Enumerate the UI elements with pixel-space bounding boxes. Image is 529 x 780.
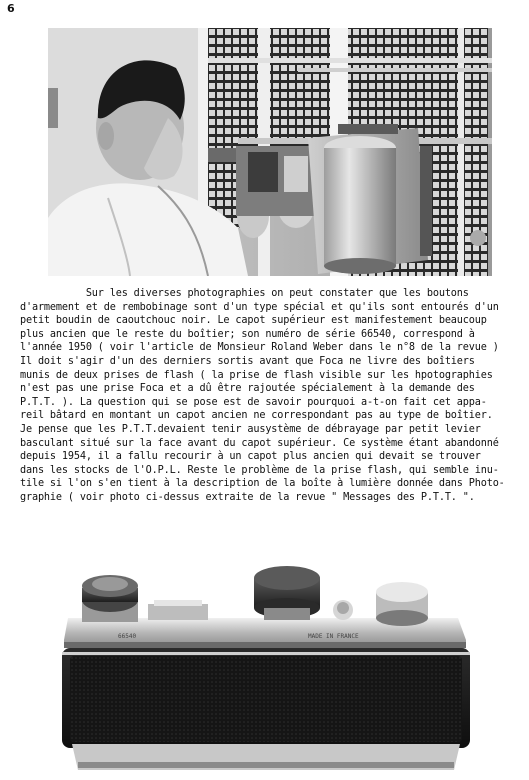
article-line: plus ancien que le reste du boîtier; son numéro de série 66540, correspond à	[20, 328, 475, 340]
maker-engraving: MADE IN FRANCE	[308, 633, 359, 640]
article-line: P.T.T. ). La question qui se pose est de savoir pourquoi a-t-on fait cet appa-	[20, 396, 487, 408]
article-line: depuis 1954, il a fallu recourir à un capot plus ancien qui devait se trouver	[20, 451, 481, 463]
article-line: munis de deux prises de flash ( la prise de flash visible sur les hpotographies	[20, 369, 493, 381]
technician-illustration	[48, 28, 492, 276]
article-line: l'année 1950 ( voir l'article de Monsieur Roland Weber dans le n°8 de la revue )	[20, 342, 499, 354]
article-line: Sur les diverses photographies on peut constater que les boutons	[20, 288, 469, 299]
article-text	[20, 287, 516, 505]
technician-photo	[48, 28, 492, 276]
article-line: Je pense que les P.T.T.devaient tenir ausystème de débrayage par petit levier	[20, 423, 481, 435]
page-number: 6	[7, 2, 15, 15]
article-line: petit boudin de caoutchouc noir. Le capot supérieur est manifestement beaucoup	[20, 315, 487, 327]
camera-photo	[58, 548, 473, 778]
article-line: tile si l'on s'en tient à la description de la boîte à lumière donnée dans Photo-	[20, 478, 505, 490]
camera-illustration	[58, 548, 473, 778]
article-line: n'est pas une prise Foca et a dû être rajoutée spécialement à la demande des	[20, 383, 475, 395]
article-line: d'armement et de rembobinage sont d'un type spécial et qu'ils sont entourés d'un	[20, 301, 499, 313]
article-line: reil bâtard en montant un capot ancien ne correspondant pas au type de boîtier.	[20, 410, 493, 422]
article-line: dans les stocks de l'O.P.L. Reste le problème de la prise flash, qui semble inu-	[20, 464, 499, 476]
serial-engraving: 66540	[118, 633, 137, 640]
article-line: Il doit s'agir d'un des derniers sortis avant que Foca ne livre des boîtiers	[20, 355, 475, 367]
article-line: basculant situé sur la face avant du capot supérieur. Ce système étant abandonné	[20, 437, 499, 449]
article-line: graphie ( voir photo ci-dessus extraite de la revue " Messages des P.T.T. ".	[20, 491, 475, 503]
